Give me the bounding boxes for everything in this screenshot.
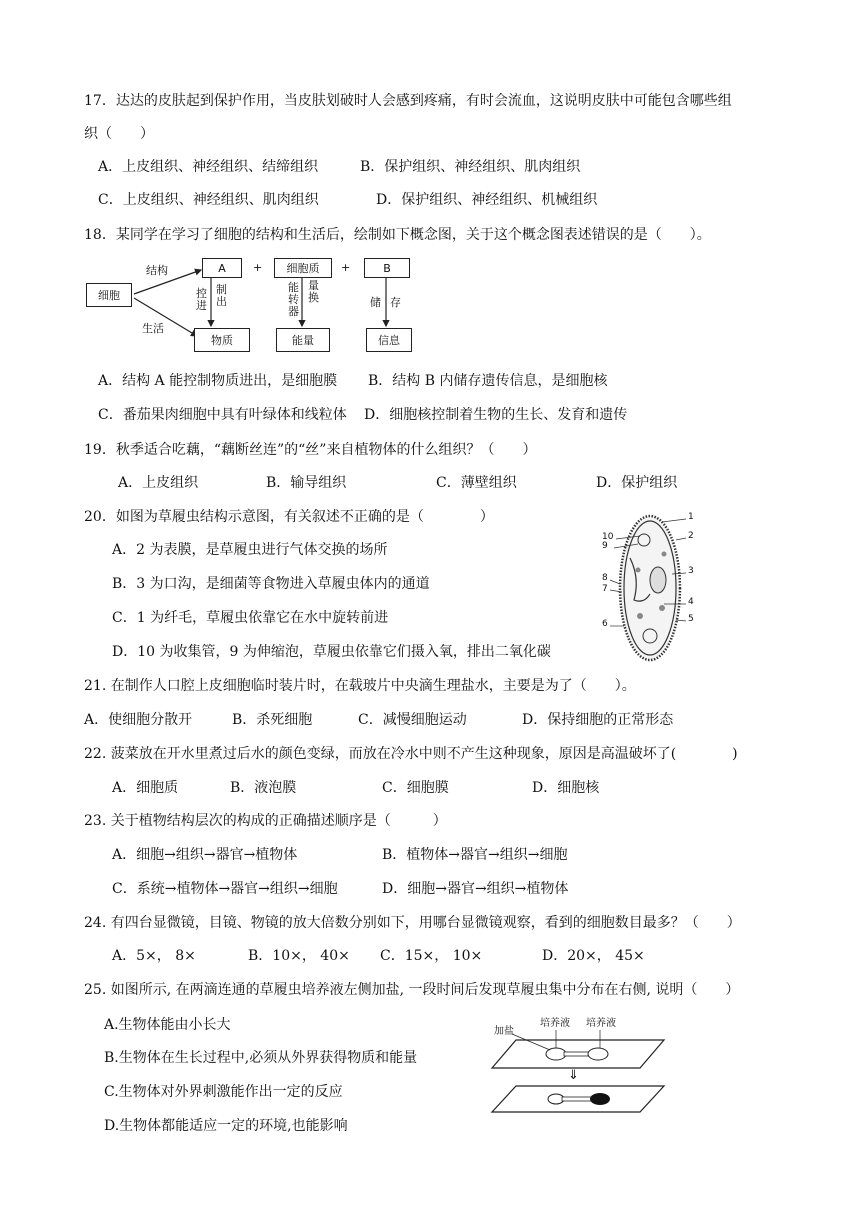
- q17-stem-line2: 织（ ）: [84, 126, 154, 142]
- q24-stem: 24. 有四台显微镜，目镜、物镜的放大倍数分别如下，用哪台显微镜观察，看到的细胞数目最多？（ ）: [84, 915, 741, 931]
- energy-box: 能量: [276, 328, 330, 352]
- q21-option-c[interactable]: C．减慢细胞运动: [358, 712, 467, 728]
- q20-stem: 20．如图为草履虫结构示意图，有关叙述不正确的是（ ）: [84, 509, 494, 525]
- q25-option-d[interactable]: D.生物体都能适应一定的环境,也能影响: [104, 1118, 348, 1134]
- paramecium-label-9: 9: [602, 541, 608, 551]
- q24-option-c[interactable]: C．15×， 10×: [380, 948, 483, 964]
- q25-option-a[interactable]: A.生物体能由小长大: [104, 1017, 231, 1033]
- culture-label-right: 培养液: [586, 1018, 616, 1029]
- plus-sign-2: +: [341, 261, 351, 274]
- q22-option-a[interactable]: A．细胞质: [112, 780, 179, 796]
- matter-box: 物质: [194, 328, 250, 352]
- q21-stem: 21. 在制作人口腔上皮细胞临时装片时，在载玻片中央滴生理盐水，主要是为了（ ）。: [84, 678, 636, 694]
- q24-option-d[interactable]: D．20×， 45×: [542, 948, 645, 964]
- q17-option-a[interactable]: A．上皮组织、神经组织、结缔组织: [98, 159, 319, 175]
- q20-option-a[interactable]: A．2 为表膜，是草履虫进行气体交换的场所: [112, 542, 388, 558]
- paramecium-label-1: 1: [688, 512, 694, 522]
- paramecium-label-6: 6: [602, 619, 608, 629]
- paramecium-label-3: 3: [688, 566, 694, 576]
- q22-stem: 22. 菠菜放在开水里煮过后水的颜色变绿，而放在冷水中则不产生这种现象，原因是高温破坏了( ): [84, 746, 738, 762]
- q23-stem: 23. 关于植物结构层次的构成的正确描述顺序是（ ）: [84, 813, 447, 829]
- info-box: 信息: [366, 328, 412, 352]
- q19-option-b[interactable]: B．输导组织: [266, 475, 347, 491]
- salt-label: 加盐: [494, 1026, 514, 1037]
- plus-sign-1: +: [253, 261, 263, 274]
- paramecium-label-10: 10: [602, 532, 614, 542]
- q22-option-c[interactable]: C．细胞膜: [382, 780, 449, 796]
- structure-a-box: A: [202, 258, 242, 278]
- q17-option-d[interactable]: D．保护组织、神经组织、机械组织: [376, 192, 598, 208]
- q20-option-c[interactable]: C．1 为纤毛，草履虫依靠它在水中旋转前进: [112, 610, 389, 626]
- q19-option-a[interactable]: A．上皮组织: [118, 475, 199, 491]
- structure-b-box: B: [364, 258, 410, 278]
- q17-stem-line1: 17．达达的皮肤起到保护作用，当皮肤划破时人会感到疼痛，有时会流血，这说明皮肤中可能包含哪些组: [84, 93, 732, 109]
- paramecium-label-8: 8: [602, 573, 608, 583]
- salt-experiment-figure: [490, 1020, 670, 1115]
- q25-option-b[interactable]: B.生物体在生长过程中,必须从外界获得物质和能量: [104, 1050, 418, 1066]
- paramecium-label-2: 2: [688, 531, 694, 541]
- q23-option-d[interactable]: D．细胞→器官→组织→植物体: [382, 881, 569, 897]
- q18-option-c[interactable]: C．番茄果肉细胞中具有叶绿体和线粒体: [98, 407, 347, 423]
- q21-option-d[interactable]: D．保持细胞的正常形态: [522, 712, 674, 728]
- down-arrow-icon: ⇓: [568, 1068, 579, 1083]
- concept-map-diagram: [86, 256, 426, 356]
- paramecium-label-4: 4: [688, 597, 694, 607]
- energy-convert-left: 能转器: [288, 281, 299, 318]
- control-label-right: 制出: [216, 283, 227, 308]
- q22-option-b[interactable]: B．液泡膜: [230, 780, 297, 796]
- structure-label: 结构: [146, 264, 168, 277]
- culture-label-left: 培养液: [540, 1018, 570, 1029]
- q20-option-d[interactable]: D．10 为收集管，9 为伸缩泡，草履虫依靠它们摄入氧，排出二氧化碳: [112, 644, 551, 660]
- cytoplasm-box: 细胞质: [274, 258, 332, 278]
- life-label: 生活: [142, 322, 164, 335]
- q25-option-c[interactable]: C.生物体对外界刺激能作出一定的反应: [104, 1084, 343, 1100]
- q17-option-c[interactable]: C．上皮组织、神经组织、肌肉组织: [98, 192, 319, 208]
- paramecium-label-7: 7: [602, 584, 608, 594]
- q18-stem: 18．某同学在学习了细胞的结构和生活后，绘制如下概念图，关于这个概念图表述错误的是（ ）。: [84, 227, 711, 243]
- cell-box: 细胞: [86, 283, 132, 307]
- q21-option-b[interactable]: B．杀死细胞: [232, 712, 313, 728]
- q19-option-d[interactable]: D．保护组织: [596, 475, 678, 491]
- q17-option-b[interactable]: B．保护组织、神经组织、肌肉组织: [360, 159, 581, 175]
- q23-option-b[interactable]: B．植物体→器官→组织→细胞: [382, 847, 568, 863]
- q18-option-a[interactable]: A．结构 A 能控制物质进出，是细胞膜: [98, 373, 338, 389]
- paramecium-label-5: 5: [688, 614, 694, 624]
- q24-option-b[interactable]: B．10×， 40×: [248, 948, 350, 964]
- control-label-left: 控进: [196, 287, 207, 312]
- q18-option-d[interactable]: D．细胞核控制着生物的生长、发育和遗传: [364, 407, 628, 423]
- q24-option-a[interactable]: A．5×， 8×: [112, 948, 196, 964]
- q25-stem: 25. 如图所示, 在两滴连通的草履虫培养液左侧加盐, 一段时间后发现草履虫集中分布在右侧, 说明（ ）: [84, 982, 740, 998]
- q18-option-b[interactable]: B．结构 B 内储存遗传信息，是细胞核: [368, 373, 608, 389]
- q22-option-d[interactable]: D．细胞核: [532, 780, 600, 796]
- q19-option-c[interactable]: C．薄壁组织: [436, 475, 517, 491]
- store-label-right: 存: [390, 296, 401, 309]
- paramecium-figure: [600, 508, 710, 668]
- q19-stem: 19．秋季适合吃藕，“藕断丝连”的“丝”来自植物体的什么组织？（ ）: [84, 442, 537, 458]
- slide-illustration: [490, 1020, 670, 1115]
- q23-option-a[interactable]: A．细胞→组织→器官→植物体: [112, 847, 298, 863]
- energy-convert-right: 量换: [308, 279, 319, 304]
- q20-option-b[interactable]: B．3 为口沟，是细菌等食物进入草履虫体内的通道: [112, 576, 430, 592]
- q21-option-a[interactable]: A．使细胞分散开: [84, 712, 193, 728]
- q23-option-c[interactable]: C．系统→植物体→器官→组织→细胞: [112, 881, 338, 897]
- store-label-left: 储: [370, 296, 381, 309]
